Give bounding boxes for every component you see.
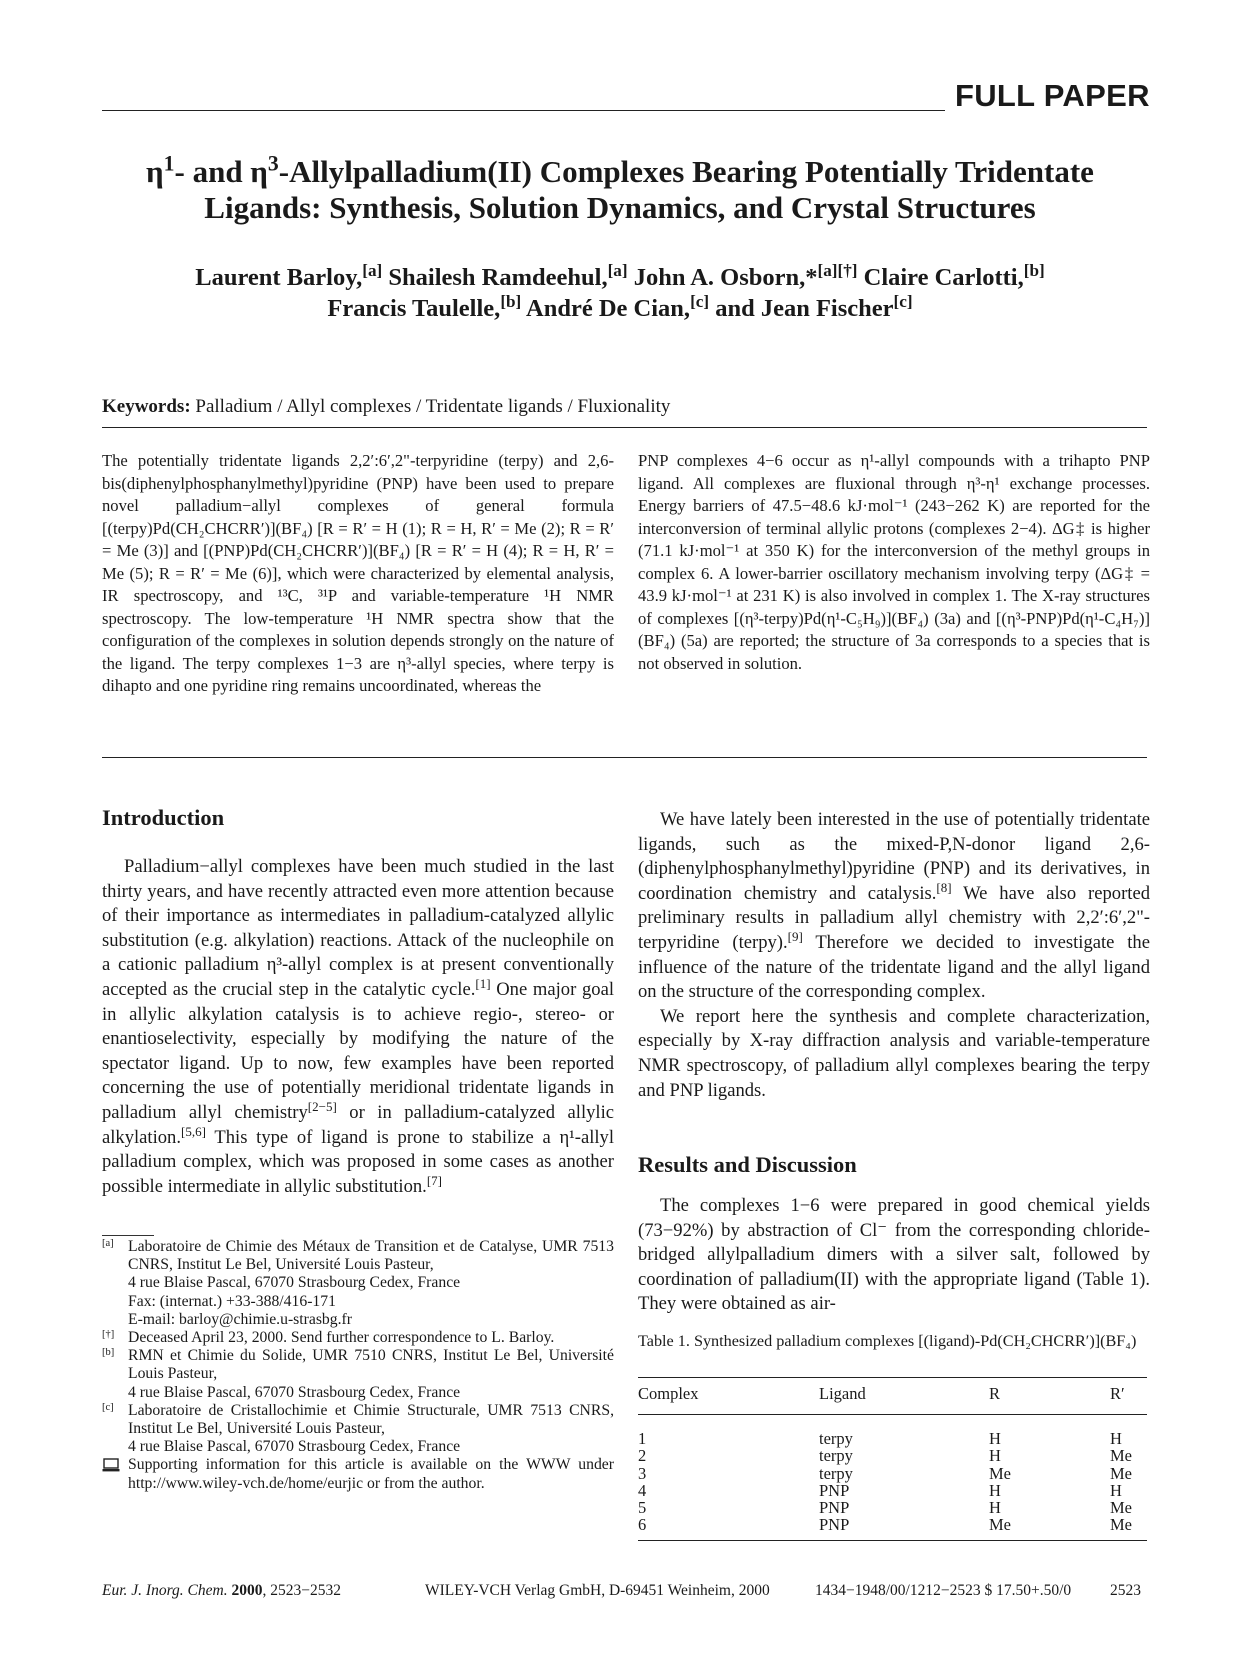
footnote [102, 1238, 614, 1329]
table-cell: Me [1110, 1463, 1132, 1483]
table-cell: 1 [638, 1429, 647, 1448]
table-header-row: Complex Ligand R R′ [638, 1378, 1147, 1415]
table-cell: 6 [638, 1516, 819, 1540]
complexes-table [638, 1377, 1147, 1541]
table-cell: H [1110, 1429, 1122, 1448]
affiliation-mark: [b] [1023, 260, 1045, 280]
author-name: Shailesh Ramdeehul, [388, 264, 608, 291]
table-cell: Me [1110, 1498, 1132, 1518]
introduction-heading: Introduction [102, 805, 225, 830]
footnote-mark: [a] [102, 1238, 114, 1249]
footnote [102, 1402, 614, 1457]
table-cell: Me [1110, 1446, 1132, 1466]
table-cell: 5 [638, 1498, 647, 1518]
affiliation-mark: [c] [690, 291, 710, 311]
affiliation-mark: [a] [607, 260, 628, 280]
abstract-right: PNP complexes 4−6 occur as η¹-allyl compounds with a trihapto PNP ligand. All complexes are fluxional through η³-η¹ exchange processes. Energy barriers of 47.5−48.6 kJ·mol⁻¹ (243−262 K) are reported for the interconversion of terminal allylic protons (complexes 2−4). ΔG‡ is higher (71.1 kJ·mol⁻¹ at 350 K) for the interconversion of the methyl groups in complex 6. A lower-barrier oscillatory mechanism involving terpy (ΔG‡ = 43.9 kJ·mol⁻¹ at 231 K) is also involved in complex 1. The X-ray structures of complexes [(η³-terpy)Pd(η¹-C₅H₉)](BF₄) (3a) and [(η³-PNP)Pd(η¹-C₄H₇)](BF₄) (5a) are reported; the structure of 3a corresponds to a species that is not observed in solution. [638, 451, 1150, 673]
introduction-continued: We have lately been interested in the use of potentially tridentate ligands, such as the mixed-P,N-donor ligand 2,6-(diphenylphosphanylmethyl)pyridine (PNP) and its derivatives, in coordination chemistry and catalysis.[8] We have also reported preliminary results in palladium allyl chemistry with 2,2′:6′,2"-terpyridine (terpy).[9] Therefore we decided to investigate the influence of the nature of the tridentate ligand and the allyl ligand on the structure of the corresponding complex. We report here the synthesis and complete characterization, especially by X-ray diffraction analysis and variable-temperature NMR spectroscopy, of palladium allyl complexes bearing the terpy and PNP ligands. [638, 809, 1151, 1101]
affiliation-mark: [a] [362, 260, 383, 280]
footnotes [102, 1238, 614, 1493]
footnote-line: 4 rue Blaise Pascal, 67070 Strasbourg Cedex, France [128, 1274, 461, 1292]
section-label: FULL PAPER [955, 78, 1150, 113]
author-name: André De Cian, [526, 295, 691, 322]
introduction-p1: Palladium−allyl complexes have been much studied in the last thirty years, and have recently attracted even more attention because of their importance as intermediates in palladium-catalyzed allylic substitution (e.g. alkylation) reactions. Attack of the nucleophile on a cationic palladium η³-allyl complex is at present conventionally accepted as the crucial step in the catalytic cycle.[1] One major goal in allylic alkylation catalysis is to achieve regio-, stereo- or enantioselectivity, especially by modifying the nature of the spectator ligand. Up to now, few examples have been reported concerning the use of potentially meridional tridentate ligands in palladium allyl chemistry[2−5] or in palladium-catalyzed allylic alkylation.[5,6] This type of ligand is prone to stabilize a η¹-allyl palladium complex, which was proposed in some cases as another possible intermediate in allylic substitution.[7] [102, 856, 615, 1197]
table-caption: Table 1. Synthesized palladium complexes [(ligand)-Pd(CH₂CHCRR′)](BF₄) [638, 1332, 1137, 1350]
table-cell: terpy [819, 1463, 853, 1483]
table-row [638, 1499, 1147, 1516]
journal-citation: Eur. J. Inorg. Chem. 2000, 2523−2532 [102, 1582, 341, 1599]
author-line-2 [100, 293, 1140, 324]
footnote-line: Laboratoire de Chimie des Métaux de Transition et de Catalyse, UMR 7513 CNRS, Institut Le Bel, Université Louis Pasteur, [128, 1238, 614, 1274]
author-list [100, 262, 1140, 324]
table-cell: H [1110, 1480, 1122, 1500]
author-name: John A. Osborn,* [633, 264, 818, 291]
keywords: Keywords: Palladium / Allyl complexes / Tridentate ligands / Fluxionality [102, 396, 671, 417]
table-cell: PNP [819, 1480, 850, 1500]
footnote-line: E-mail: barloy@chimie.u-strasbg.fr [128, 1310, 352, 1328]
results-p1: The complexes 1−6 were prepared in good chemical yields (73−92%) by abstraction of Cl⁻ from the corresponding chloride-bridged allylpalladium dimers with a silver salt, followed by coordination of palladium(II) with the appropriate ligand (Table 1). They were obtained as air- [638, 1195, 1150, 1315]
author-name: and Jean Fischer [715, 295, 894, 322]
affiliation-mark: [b] [500, 291, 522, 311]
table-cell: H [989, 1429, 1001, 1448]
table-row [638, 1447, 1147, 1464]
table-cell: H [989, 1480, 1001, 1500]
table-row [638, 1465, 1147, 1482]
footnote-mark: [c] [102, 1401, 114, 1413]
table-cell: 2 [638, 1446, 647, 1466]
table-cell: PNP [819, 1516, 989, 1540]
footnote-line: Supporting information for this article is available on the WWW under http://www.wiley-vch.de/home/eurjic or from the author. [128, 1456, 614, 1492]
abstract-rule [102, 757, 1147, 758]
footnote-line: RMN et Chimie du Solide, UMR 7510 CNRS, Institut Le Bel, Université Louis Pasteur, [128, 1347, 614, 1383]
author-name: Claire Carlotti, [863, 264, 1024, 291]
affiliation-mark: [a][†] [817, 260, 858, 280]
table-cell: 3 [638, 1463, 647, 1483]
keywords-rule [102, 427, 1147, 428]
table-cell: Me [989, 1463, 1011, 1483]
footnote [102, 1456, 614, 1492]
table-row [638, 1482, 1147, 1499]
table-cell: 4 [638, 1480, 647, 1500]
author-name: Francis Taulelle, [327, 295, 501, 322]
table-cell: PNP [819, 1498, 850, 1518]
publisher: WILEY-VCH Verlag GmbH, D-69451 Weinheim, 2000 [425, 1582, 770, 1599]
table-cell: Me [1110, 1516, 1147, 1540]
computer-icon [102, 1458, 120, 1472]
footnote [102, 1347, 614, 1402]
table-cell: terpy [819, 1429, 853, 1448]
table-cell: H [989, 1498, 1001, 1518]
issn: 1434−1948/00/1212−2523 $ 17.50+.50/0 [815, 1582, 1072, 1599]
author-name: Laurent Barloy, [195, 264, 363, 291]
results-heading: Results and Discussion [638, 1152, 857, 1177]
footnote-line: 4 rue Blaise Pascal, 67070 Strasbourg Cedex, France [128, 1383, 461, 1401]
page-number: 2523 [1110, 1582, 1141, 1599]
author-line-1 [100, 262, 1140, 293]
header-rule [102, 110, 945, 111]
footnote-line: Deceased April 23, 2000. Send further correspondence to L. Barloy. [128, 1329, 555, 1347]
table-row [638, 1415, 1147, 1448]
abstract-left: The potentially tridentate ligands 2,2′:6′,2"-terpyridine (terpy) and 2,6-bis(diphenylphosphanylmethyl)pyridine (PNP) have been used to prepare novel palladium−allyl complexes of general formula [(terpy)Pd(CH₂CHCRR′)](BF₄) [R = R′ = H (1); R = H, R′ = Me (2); R = R′ = Me (3)] and [(PNP)Pd(CH₂CHCRR′)](BF₄) [R = R′ = H (4); R = H, R′ = Me (5); R = R′ = Me (6)], which were characterized by elemental analysis, IR spectroscopy, and ¹³C, ³¹P and variable-temperature ¹H NMR spectroscopy. The low-temperature ¹H NMR spectra show that the configuration of the complexes in solution depends strongly on the nature of the ligand. The terpy complexes 1−3 are η³-allyl species, where terpy is dihapto and one pyridine ring remains uncoordinated, whereas the [102, 451, 614, 695]
table-row [638, 1516, 1147, 1540]
footnote-mark: [†] [102, 1329, 115, 1341]
footnote-line: 4 rue Blaise Pascal, 67070 Strasbourg Cedex, France [128, 1438, 461, 1456]
paper-title: $\eta^1-$ and $\eta^3-Allylpalladium(II)$ Complexes Bearing Potentially Tridentate Ligands: Synthesis, Solution Dynamics, and Crystal Structures [146, 151, 1094, 225]
table-cell: Me [989, 1516, 1110, 1540]
footnote [102, 1329, 614, 1347]
table-cell: H [989, 1446, 1001, 1466]
table-cell: terpy [819, 1446, 853, 1466]
footnote-line: Fax: (internat.) +33-388/416-171 [128, 1292, 336, 1310]
footnote-line: Laboratoire de Cristallochimie et Chimie Structurale, UMR 7513 CNRS, Institut Le Bel, Université Louis Pasteur, [128, 1401, 614, 1438]
footnote-mark: [b] [102, 1347, 115, 1359]
affiliation-mark: [c] [893, 291, 913, 311]
